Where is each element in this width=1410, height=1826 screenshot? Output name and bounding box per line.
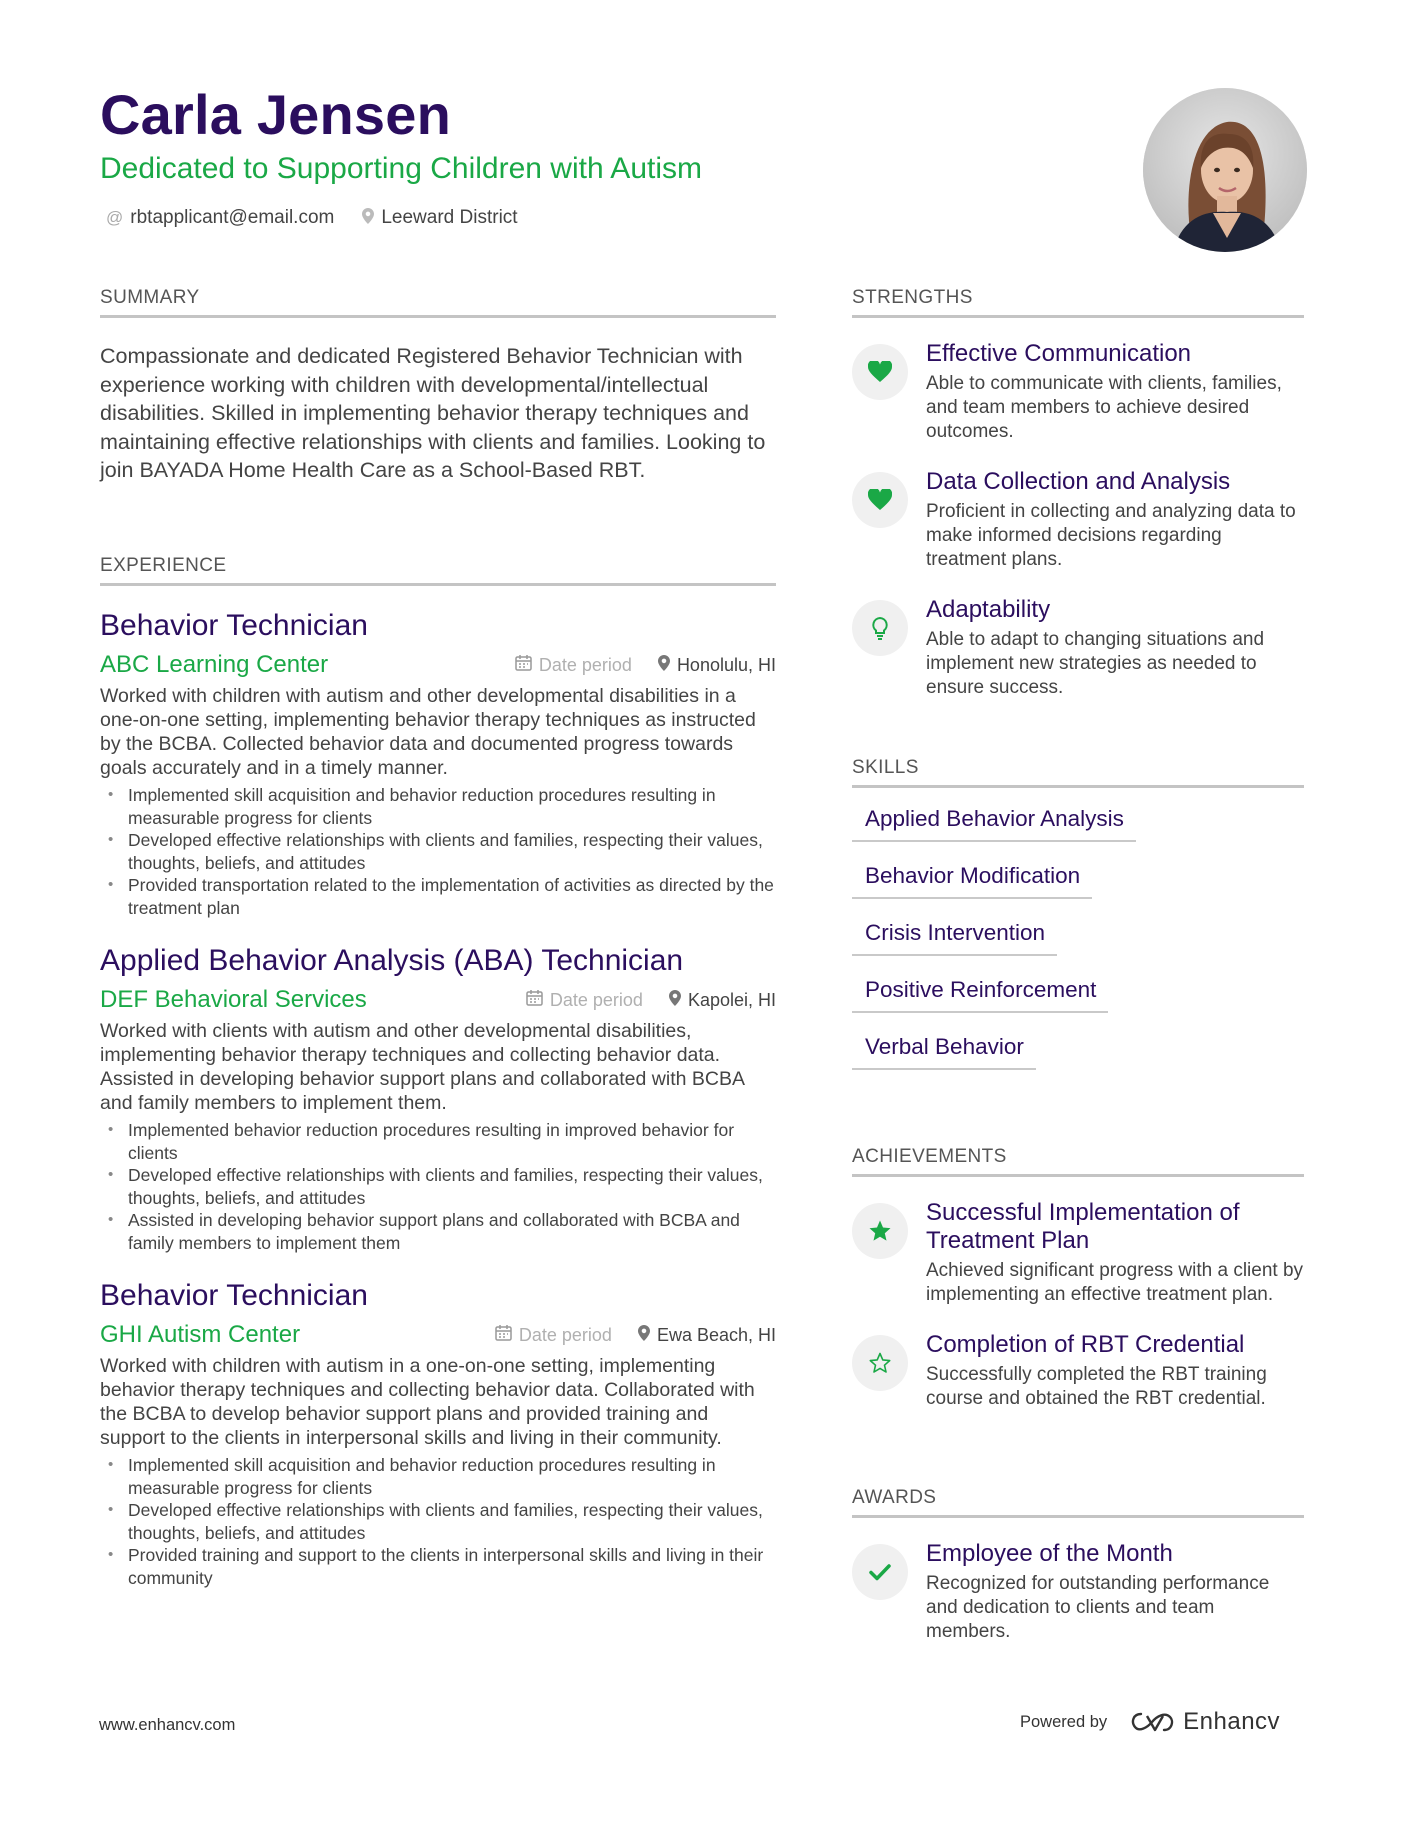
job-description: Worked with children with autism and other developmental disabilities in a one-on-one setting, implementing behavior therapy techniques as instructed by the BCBA. Collected behavior data and documented progress towards goals accurately and in a timely manner. [100,685,756,779]
strength-item [852,340,1304,444]
job-bullets [100,784,776,919]
awards-section [852,1487,1304,1644]
calendar-icon [526,989,543,1011]
strengths-heading: STRENGTHS [852,287,1304,318]
job-description: Worked with children with autism in a one-on-one setting, implementing behavior therapy techniques and collecting behavior data. Collaborated with the BCBA to develop behavior support plans and provided training and support to the clients in interpersonal skills and living in their community. [100,1355,755,1449]
experience-heading: EXPERIENCE [100,555,776,586]
contact-location [362,207,517,229]
strength-description: Able to communicate with clients, families, and team members to achieve desired outcomes. [926,373,1282,442]
footer-website[interactable]: www.enhancv.com [99,1716,236,1734]
heart-icon [852,472,908,528]
star-filled-icon [852,1203,908,1259]
calendar-icon [495,1324,512,1346]
checkmark-icon [852,1544,908,1600]
strength-item [852,596,1304,700]
achievements-section [852,1146,1304,1411]
strength-title: Adaptability [926,596,1051,623]
skill-tag: Applied Behavior Analysis [852,806,1136,842]
at-sign-icon: @ [106,208,124,227]
award-description: Recognized for outstanding performance and dedication to clients and team members. [926,1573,1270,1642]
strength-title: Data Collection and Analysis [926,468,1231,495]
job-location: Honolulu, HI [676,654,776,675]
skills-section [852,757,1304,1070]
job-entry [100,1278,776,1589]
job-entry [100,608,776,919]
job-date: Date period [538,654,632,675]
job-bullets [100,1119,776,1254]
summary-section [100,287,776,485]
skill-tag: Crisis Intervention [852,920,1057,956]
skill-tag: Positive Reinforcement [852,977,1108,1013]
company-name: ABC Learning Center [100,651,329,678]
job-title: Behavior Technician [100,609,368,642]
strengths-section [852,287,1304,700]
skills-heading: SKILLS [852,757,1304,788]
bullet-item: • Provided training and support to the clients in interpersonal skills and living in their community [100,1544,776,1589]
enhancv-logo[interactable] [1129,1708,1280,1736]
summary-text: Compassionate and dedicated Registered Behavior Technician with experience working with children with developmental/intellectual disabilities. Skilled in implementing behavior therapy techniques and maintaining effective relationships with clients and families. Looking to join BAYADA Home Health Care as a School-Based RBT. [100,344,766,482]
lightbulb-icon [852,600,908,656]
achievement-title: Successful Implementation of Treatment Plan [926,1199,1240,1254]
achievement-item [852,1331,1304,1411]
job-location: Kapolei, HI [687,989,776,1010]
skill-tag: Behavior Modification [852,863,1092,899]
powered-by-text: Powered by [1020,1712,1108,1731]
brand-name: Enhancv [1183,1708,1281,1735]
strength-description: Able to adapt to changing situations and implement new strategies as needed to ensure success. [926,629,1265,698]
job-entry [100,943,776,1254]
bullet-item: • Provided transportation related to the implementation of activities as directed by the treatment plan [100,874,776,919]
avatar [1143,88,1307,252]
strength-description: Proficient in collecting and analyzing data to make informed decisions regarding treatment plans. [926,501,1296,570]
achievement-description: Achieved significant progress with a client by implementing an effective treatment plan. [926,1260,1304,1305]
award-title: Employee of the Month [926,1540,1173,1567]
star-outline-icon [852,1335,908,1391]
achievement-description: Successfully completed the RBT training course and obtained the RBT credential. [926,1364,1267,1409]
job-bullets [100,1454,776,1589]
strength-item [852,468,1304,572]
footer-branding [1020,1708,1280,1736]
location-pin-icon [669,990,681,1011]
job-title: Applied Behavior Analysis (ABA) Technician [100,944,684,977]
contact-info [106,207,518,229]
location-pin-icon [658,655,670,676]
achievement-title: Completion of RBT Credential [926,1331,1245,1358]
bullet-item: • Developed effective relationships with clients and families, respecting their values, thoughts, beliefs, and attitudes [100,1164,776,1209]
job-description: Worked with clients with autism and other developmental disabilities, implementing behavior therapy techniques and collecting behavior data. Assisted in developing behavior support plans and collaborated with BCBA and family members to implement them. [100,1020,744,1114]
job-date: Date period [518,1324,612,1345]
email-text: rbtapplicant@email.com [130,207,335,228]
summary-heading: SUMMARY [100,287,776,318]
bullet-item: • Developed effective relationships with clients and families, respecting their values, thoughts, beliefs, and attitudes [100,1499,776,1544]
job-title: Behavior Technician [100,1279,368,1312]
bullet-item: • Implemented skill acquisition and behavior reduction procedures resulting in measurable progress for clients [100,1454,776,1499]
achievement-item [852,1199,1304,1307]
experience-section [100,555,776,1589]
candidate-name: Carla Jensen [100,83,452,146]
strength-title: Effective Communication [926,340,1192,367]
contact-email[interactable] [106,207,334,229]
heart-icon [852,344,908,400]
bullet-item: • Developed effective relationships with clients and families, respecting their values, thoughts, beliefs, and attitudes [100,829,776,874]
company-name: GHI Autism Center [100,1321,301,1348]
bullet-item: • Assisted in developing behavior support plans and collaborated with BCBA and family members to implement them [100,1209,776,1254]
candidate-headline: Dedicated to Supporting Children with Autism [100,152,702,185]
achievements-heading: ACHIEVEMENTS [852,1146,1304,1177]
calendar-icon [515,654,532,676]
skill-tag: Verbal Behavior [852,1034,1036,1070]
job-date: Date period [549,989,643,1010]
awards-heading: AWARDS [852,1487,1304,1518]
location-pin-icon [638,1325,650,1346]
award-item [852,1540,1304,1644]
enhancv-logo-icon [1129,1710,1175,1734]
location-pin-icon [362,208,374,229]
company-name: DEF Behavioral Services [100,986,367,1013]
bullet-item: • Implemented skill acquisition and behavior reduction procedures resulting in measurable progress for clients [100,784,776,829]
location-text: Leeward District [381,207,518,228]
job-location: Ewa Beach, HI [656,1324,776,1345]
bullet-item: • Implemented behavior reduction procedures resulting in improved behavior for clients [100,1119,776,1164]
